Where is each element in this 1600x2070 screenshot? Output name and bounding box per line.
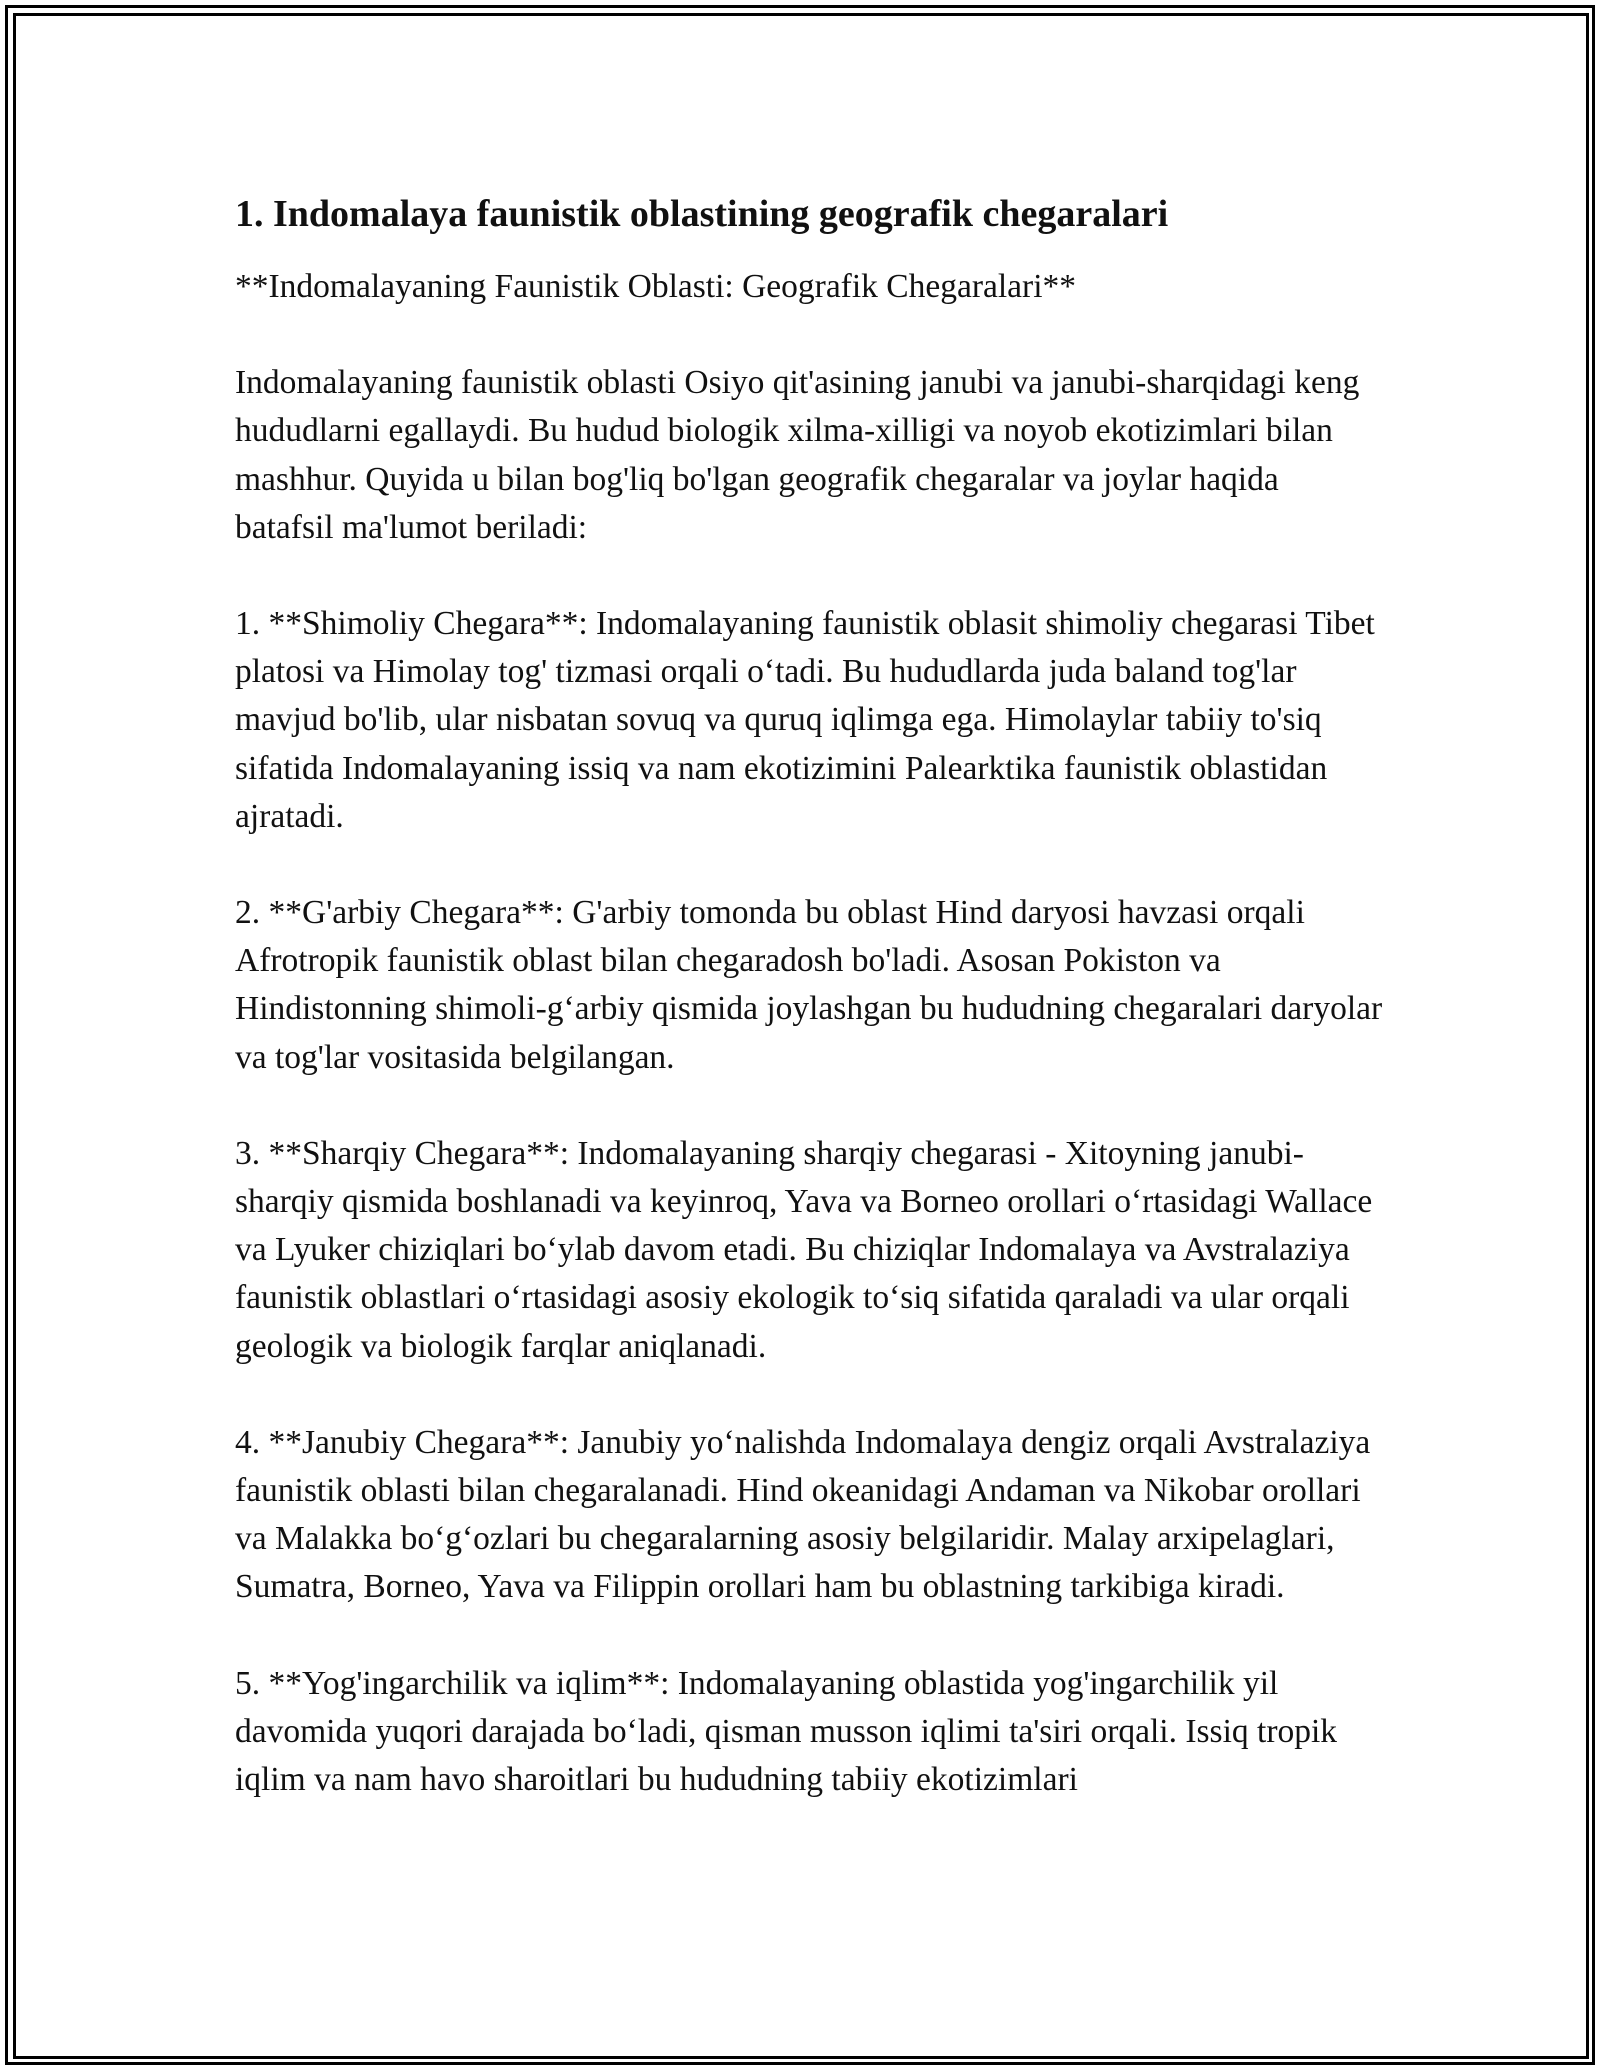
climate-paragraph: 5. **Yog'ingarchilik va iqlim**: Indomalayaning oblastida yog'ingarchilik yil davomida yuqori darajada bo‘ladi, qisman musson iqlimi ta'siri orqali. Issiq tropik iqlim va nam havo sharoitlari bu hududning tabiiy ekotizimlari: [235, 1664, 1338, 1799]
eastern-border-paragraph: 3. **Sharqiy Chegara**: Indomalayaning sharqiy chegarasi - Xitoyning janubi-sharqiy qismida boshlanadi va keyinroq, Yava va Borneo orollari o‘rtasidagi Wallace va Lyuker chiziqlari bo‘ylab davom etadi. Bu chiziqlar Indomalaya va Avstralaziya faunistik oblastlari o‘rtasidagi asosiy ekologik to‘siq sifatida qaraladi va ular orqali geologik va biologik farqlar aniqlanadi.: [235, 1134, 1373, 1365]
southern-border-paragraph: 4. **Janubiy Chegara**: Janubiy yo‘nalishda Indomalaya dengiz orqali Avstralaziya faunistik oblasti bilan chegaralanadi. Hind okeanidagi Andaman va Nikobar orollari va Malakka bo‘g‘ozlari bu chegaralarning asosiy belgilaridir. Malay arxipelaglari, Sumatra, Borneo, Yava va Filippin orollari ham bu oblastning tarkibiga kiradi.: [235, 1423, 1371, 1606]
document-body: [235, 185, 1385, 1852]
intro-paragraph: Indomalayaning faunistik oblasti Osiyo qit'asining janubi va janubi-sharqidagi keng hududlarni egallaydi. Bu hudud biologik xilma-xilligi va noyob ekotizimlari bilan mashhur. Quyida u bilan bog'liq bo'lgan geografik chegaralar va joylar haqida batafsil ma'lumot beriladi:: [235, 364, 1360, 546]
page-title: 1. Indomalaya faunistik oblastining geografik chegaralari: [235, 193, 1169, 235]
document-subtitle: **Indomalayaning Faunistik Oblasti: Geografik Chegaralari**: [235, 268, 1077, 305]
western-border-paragraph: 2. **G'arbiy Chegara**: G'arbiy tomonda bu oblast Hind daryosi havzasi orqali Afrotropik faunistik oblast bilan chegaradosh bo'ladi. Asosan Pokiston va Hindistonning shimoli-g‘arbiy qismida joylashgan bu hududning chegaralari daryolar va tog'lar vositasida belgilangan.: [235, 894, 1383, 1076]
northern-border-paragraph: 1. **Shimoliy Chegara**: Indomalayaning faunistik oblasit shimoliy chegarasi Tibet platosi va Himolay tog' tizmasi orqali o‘tadi. Bu hududlarda juda baland tog'lar mavjud bo'lib, ular nisbatan sovuq va quruq iqlimga ega. Himolaylar tabiiy to'siq sifatida Indomalayaning issiq va nam ekotizimini Palearktika faunistik oblastidan ajratadi.: [235, 605, 1375, 835]
